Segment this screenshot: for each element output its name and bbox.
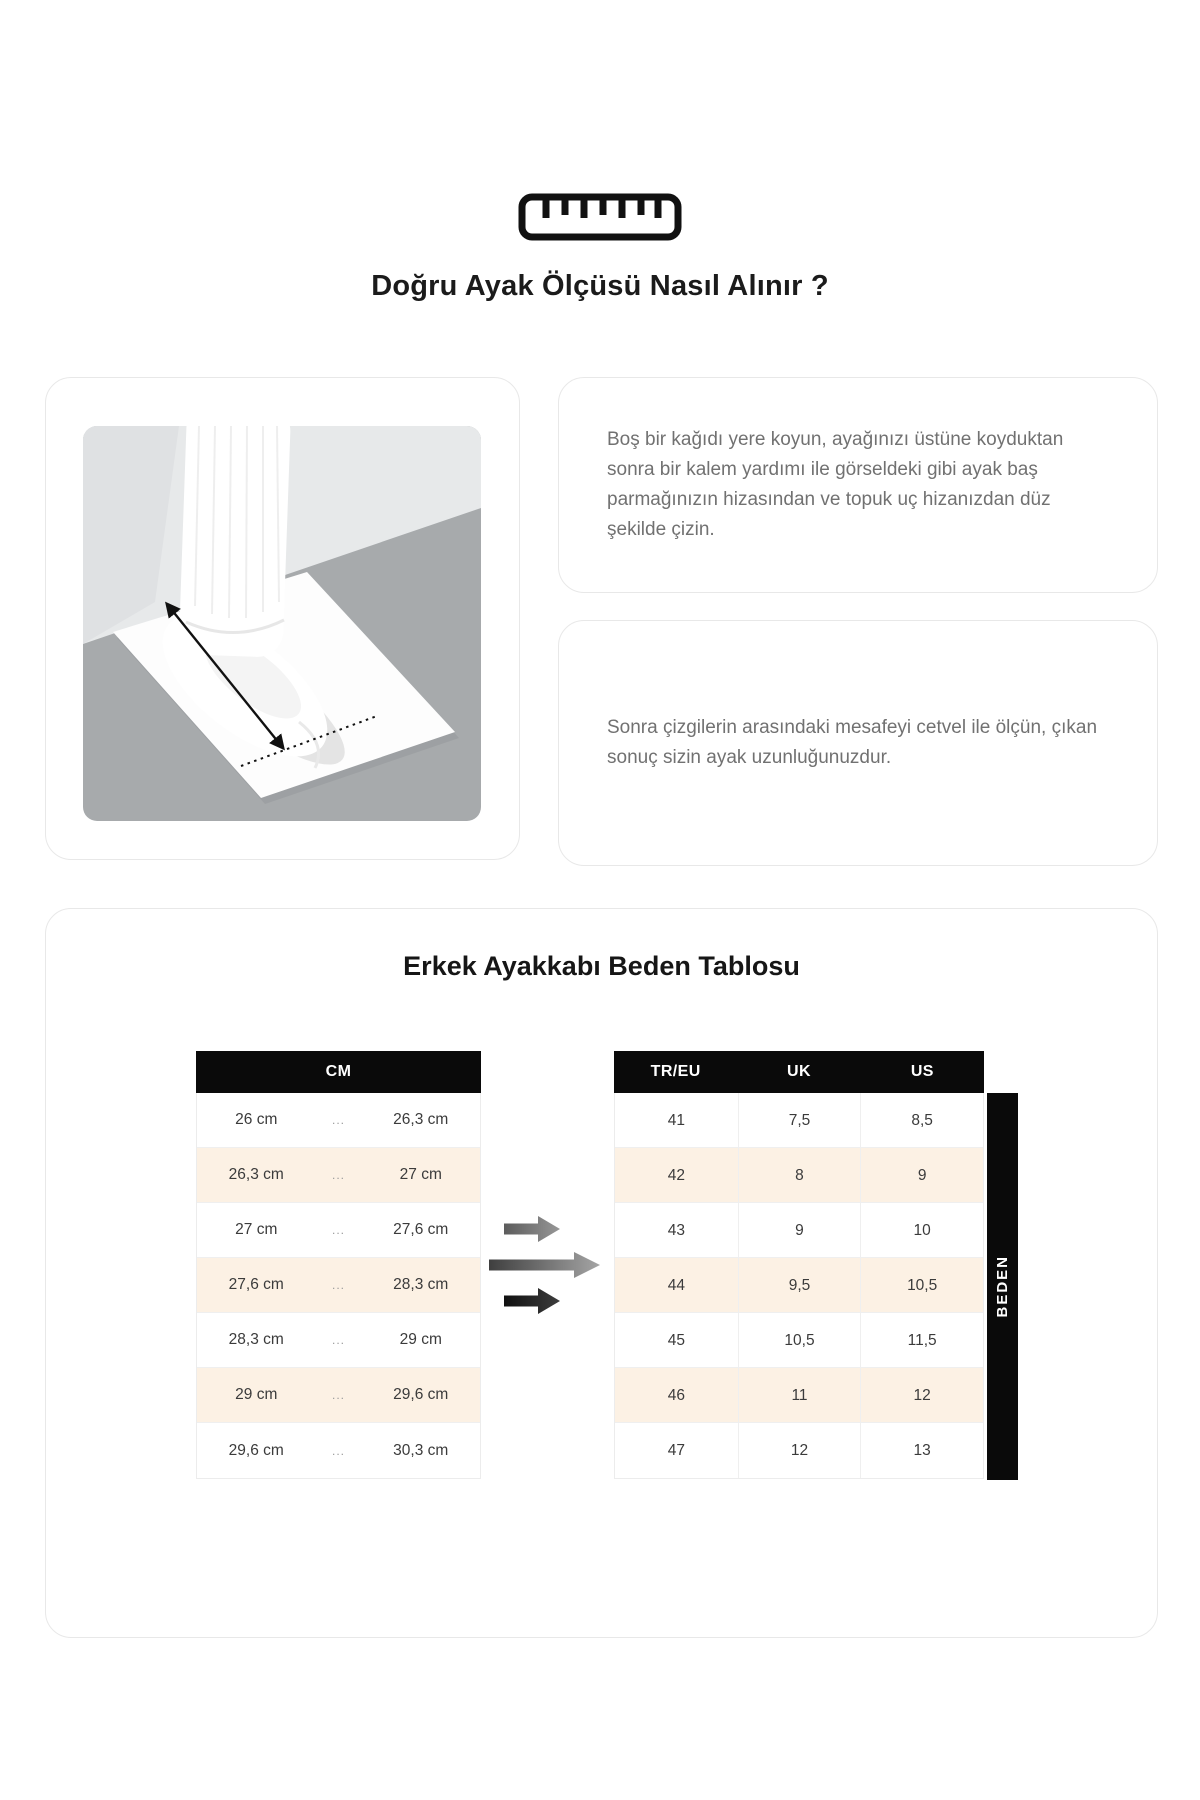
size-cell: 12 bbox=[860, 1368, 983, 1423]
size-cell: 7,5 bbox=[738, 1093, 861, 1148]
size-cell: 8,5 bbox=[860, 1093, 983, 1148]
cm-table-rows bbox=[196, 1093, 481, 1479]
cm-min: 29 cm bbox=[235, 1386, 278, 1403]
size-cell: 12 bbox=[738, 1423, 861, 1478]
cm-table-row bbox=[197, 1423, 480, 1478]
cm-dots: ... bbox=[331, 1388, 345, 1402]
cm-min: 26,3 cm bbox=[228, 1166, 284, 1183]
size-table-row bbox=[615, 1368, 983, 1423]
foot-measurement-photo bbox=[83, 426, 481, 821]
cm-dots: ... bbox=[331, 1168, 345, 1182]
size-table-title: Erkek Ayakkabı Beden Tablosu bbox=[403, 951, 800, 981]
cm-max: 27,6 cm bbox=[393, 1221, 449, 1238]
foot-photo-card bbox=[45, 377, 520, 860]
cm-min: 26 cm bbox=[235, 1111, 278, 1128]
cm-max: 30,3 cm bbox=[393, 1441, 449, 1459]
size-table-row bbox=[615, 1093, 983, 1148]
cm-dots: ... bbox=[331, 1333, 345, 1347]
cm-max: 29 cm bbox=[399, 1331, 442, 1348]
size-cell: 9,5 bbox=[738, 1258, 861, 1313]
size-cell: 10,5 bbox=[738, 1313, 861, 1368]
size-cell: 44 bbox=[667, 1277, 685, 1294]
instruction-text-2: Sonra çizgilerin arasındaki mesafeyi cetvel ile ölçün, çıkan sonuç sizin ayak uzunluğunuzdur. bbox=[607, 717, 1098, 768]
size-cell: 11,5 bbox=[860, 1313, 983, 1368]
cm-min: 28,3 cm bbox=[228, 1331, 284, 1348]
cm-table-row bbox=[197, 1258, 480, 1313]
cm-dots: ... bbox=[331, 1443, 345, 1458]
cm-min: 29,6 cm bbox=[228, 1441, 284, 1459]
size-table-row bbox=[615, 1313, 983, 1368]
cm-max: 26,3 cm bbox=[393, 1111, 449, 1128]
arrow-right-icon bbox=[504, 1288, 560, 1314]
cm-table-row bbox=[197, 1313, 480, 1368]
size-table-row bbox=[615, 1203, 983, 1258]
size-table-row bbox=[615, 1423, 983, 1478]
cm-dots: ... bbox=[331, 1278, 345, 1292]
cm-table-row bbox=[197, 1148, 480, 1203]
size-table-row bbox=[615, 1148, 983, 1203]
cm-table-row bbox=[197, 1368, 480, 1423]
cm-dots: ... bbox=[331, 1223, 345, 1237]
size-header-cell: UK bbox=[787, 1063, 811, 1080]
instruction-card-1 bbox=[558, 377, 1158, 593]
size-cell: 9 bbox=[738, 1203, 861, 1258]
size-cell: 10,5 bbox=[860, 1258, 983, 1313]
transfer-arrows-icon bbox=[486, 1209, 606, 1314]
arrow-right-icon bbox=[489, 1252, 600, 1278]
size-cell: 41 bbox=[667, 1112, 685, 1129]
cm-table-header: CM bbox=[196, 1051, 481, 1093]
size-cell: 10 bbox=[860, 1203, 983, 1258]
ruler-icon bbox=[517, 192, 683, 242]
cm-table-row bbox=[197, 1203, 480, 1258]
cm-min: 27 cm bbox=[235, 1221, 278, 1238]
size-cell: 8 bbox=[738, 1148, 861, 1203]
beden-label: BEDEN bbox=[994, 1255, 1011, 1318]
size-table-header bbox=[614, 1051, 984, 1093]
cm-max: 29,6 cm bbox=[393, 1386, 449, 1403]
size-cell: 11 bbox=[738, 1368, 861, 1423]
page-title: Doğru Ayak Ölçüsü Nasıl Alınır ? bbox=[371, 270, 829, 302]
cm-table-row bbox=[197, 1093, 480, 1148]
size-cell: 47 bbox=[667, 1442, 685, 1459]
size-table-row bbox=[615, 1258, 983, 1313]
size-table-rows bbox=[614, 1093, 984, 1479]
size-cell: 42 bbox=[667, 1167, 685, 1184]
size-cell: 43 bbox=[667, 1222, 685, 1239]
size-cell: 13 bbox=[860, 1423, 983, 1478]
cm-max: 28,3 cm bbox=[393, 1276, 449, 1293]
instruction-card-2 bbox=[558, 620, 1158, 866]
cm-dots: ... bbox=[331, 1113, 345, 1127]
size-table-card bbox=[45, 908, 1158, 1638]
instruction-text-1: Boş bir kağıdı yere koyun, ayağınızı üstüne koyduktan sonra bir kalem yardımı ile görseldeki gibi ayak baş parmağınızın hizasından ve topuk uç hizanızdan düz şekilde çizin. bbox=[607, 429, 1064, 540]
size-header-cell: TR/EU bbox=[650, 1063, 701, 1080]
beden-bar bbox=[987, 1093, 1018, 1480]
cm-min: 27,6 cm bbox=[228, 1276, 284, 1293]
size-header-cell: US bbox=[910, 1063, 934, 1080]
size-cell: 45 bbox=[667, 1332, 685, 1349]
size-cell: 46 bbox=[667, 1387, 685, 1404]
arrow-right-icon bbox=[504, 1216, 560, 1242]
size-table bbox=[614, 1051, 984, 1479]
size-cell: 9 bbox=[860, 1148, 983, 1203]
cm-table bbox=[196, 1051, 481, 1479]
cm-max: 27 cm bbox=[399, 1166, 442, 1183]
